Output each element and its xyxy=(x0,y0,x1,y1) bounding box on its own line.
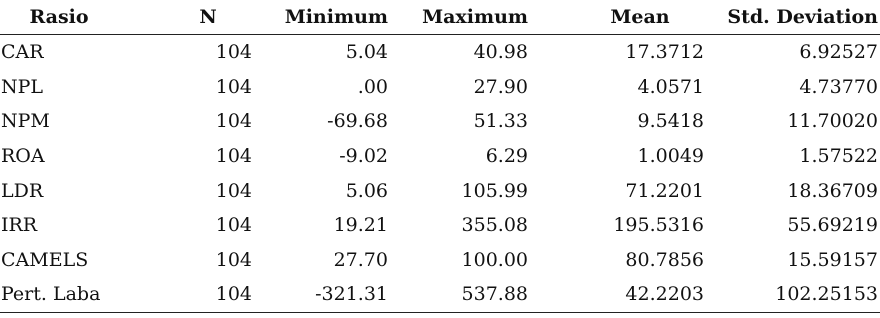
cell-mean: 80.7856 xyxy=(625,248,704,271)
cell-rasio: CAR xyxy=(1,41,44,64)
cell-std-deviation: 6.92527 xyxy=(799,41,878,64)
cell-maximum: 40.98 xyxy=(473,41,528,64)
cell-minimum: 19.21 xyxy=(333,214,388,237)
cell-rasio: ROA xyxy=(1,145,45,168)
table-row xyxy=(0,35,880,70)
cell-n: 104 xyxy=(118,277,258,312)
table-row xyxy=(0,243,880,278)
cell-minimum: 5.04 xyxy=(345,41,388,64)
table-row xyxy=(0,173,880,208)
cell-rasio: NPM xyxy=(1,110,50,133)
cell-maximum: 6.29 xyxy=(485,145,528,168)
cell-maximum: 355.08 xyxy=(461,214,528,237)
cell-maximum: 105.99 xyxy=(461,179,528,202)
cell-n: 104 xyxy=(215,248,252,271)
cell-minimum: 5.06 xyxy=(345,179,388,202)
cell-rasio: Pert. Laba xyxy=(0,277,118,312)
cell-n: 104 xyxy=(215,75,252,98)
cell-std-deviation: 15.59157 xyxy=(787,248,878,271)
cell-rasio: IRR xyxy=(1,214,38,237)
cell-maximum: 27.90 xyxy=(473,75,528,98)
cell-mean: 71.2201 xyxy=(625,179,704,202)
cell-maximum: 537.88 xyxy=(392,277,536,312)
cell-n: 104 xyxy=(215,145,252,168)
cell-rasio: CAMELS xyxy=(1,248,89,271)
table-row xyxy=(0,208,880,243)
cell-std-deviation: 11.70020 xyxy=(787,110,878,133)
cell-std-deviation: 4.73770 xyxy=(799,75,878,98)
table-header-row xyxy=(0,0,880,35)
cell-minimum: 27.70 xyxy=(333,248,388,271)
cell-n: 104 xyxy=(215,41,252,64)
cell-std-deviation: 55.69219 xyxy=(787,214,878,237)
table-row xyxy=(0,139,880,174)
cell-mean: 4.0571 xyxy=(637,75,704,98)
cell-mean: 9.5418 xyxy=(637,110,704,133)
cell-minimum: .00 xyxy=(357,75,388,98)
header-mean: Mean xyxy=(536,0,708,35)
cell-minimum: -321.31 xyxy=(258,277,392,312)
header-std-deviation: Std. Deviation xyxy=(708,0,880,35)
table-row xyxy=(0,277,880,312)
cell-mean: 42.2203 xyxy=(536,277,708,312)
cell-minimum: -69.68 xyxy=(327,110,388,133)
cell-std-deviation: 102.25153 xyxy=(708,277,880,312)
cell-maximum: 51.33 xyxy=(473,110,528,133)
cell-n: 104 xyxy=(215,179,252,202)
cell-mean: 195.5316 xyxy=(613,214,704,237)
cell-std-deviation: 1.57522 xyxy=(799,145,878,168)
cell-maximum: 100.00 xyxy=(461,248,528,271)
cell-rasio: NPL xyxy=(1,75,44,98)
cell-std-deviation: 18.36709 xyxy=(787,179,878,202)
header-rasio: Rasio xyxy=(0,0,118,35)
header-minimum: Minimum xyxy=(258,0,392,35)
cell-mean: 1.0049 xyxy=(637,145,704,168)
cell-n: 104 xyxy=(215,214,252,237)
cell-minimum: -9.02 xyxy=(339,145,388,168)
cell-rasio: LDR xyxy=(1,179,44,202)
table-row xyxy=(0,104,880,139)
header-n: N xyxy=(118,0,258,35)
table-row xyxy=(0,70,880,105)
header-maximum: Maximum xyxy=(392,0,536,35)
cell-mean: 17.3712 xyxy=(625,41,704,64)
cell-n: 104 xyxy=(215,110,252,133)
